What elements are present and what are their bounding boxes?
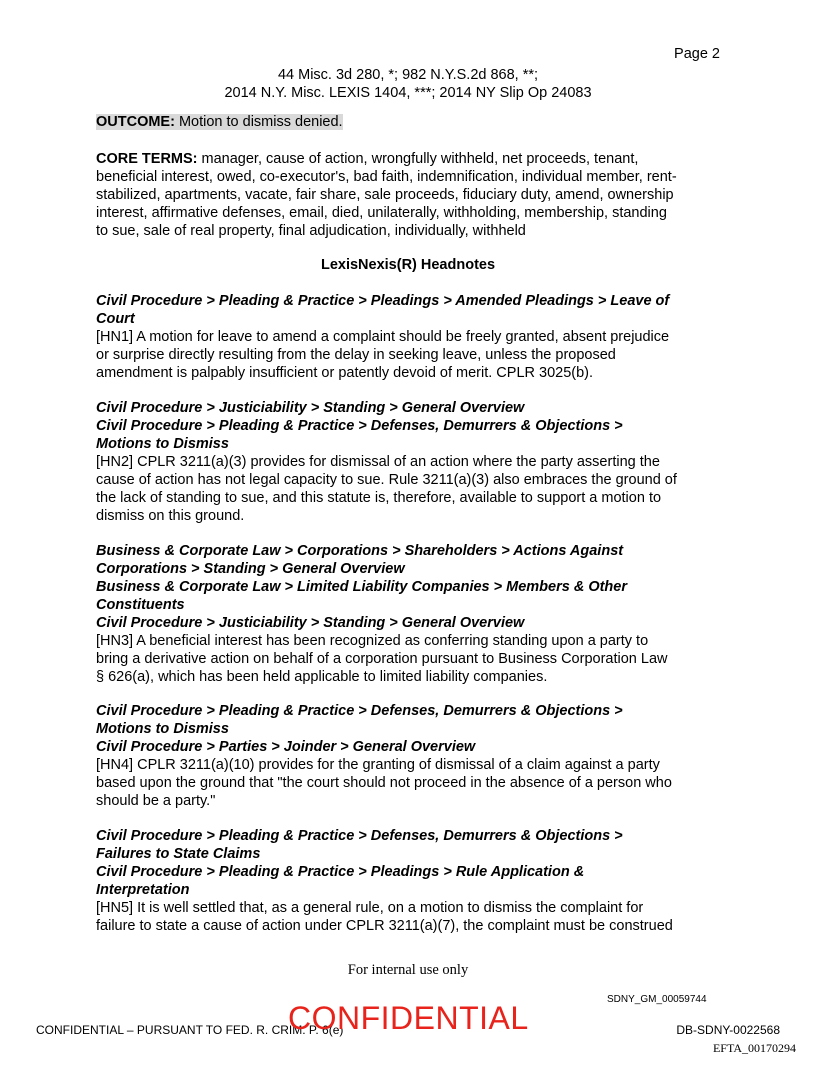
headnote-topic: Court <box>96 311 135 327</box>
headnote-topic: Motions to Dismiss <box>96 721 229 737</box>
headnote-text: bring a derivative action on behalf of a corporation pursuant to Business Corporation Law <box>96 651 668 667</box>
core-terms-line: interest, affirmative defenses, email, died, unilaterally, withholding, membership, standing <box>96 205 667 221</box>
headnote-text: [HN5] It is well settled that, as a general rule, on a motion to dismiss the complaint for <box>96 900 644 916</box>
headnote-topic: Civil Procedure > Pleading & Practice > Defenses, Demurrers & Objections > <box>96 703 623 719</box>
headnote-topic: Civil Procedure > Pleading & Practice > Defenses, Demurrers & Objections > <box>96 418 623 434</box>
headnote-text: dismiss on this ground. <box>96 508 245 524</box>
bates-efta: EFTA_00170294 <box>712 1041 796 1055</box>
headnote-3 <box>96 542 726 686</box>
headnote-2 <box>96 399 726 525</box>
headnote-5 <box>96 827 726 935</box>
headnote-text: should be a party." <box>96 793 216 809</box>
page-number: Page 2 <box>674 46 720 62</box>
headnote-text: [HN1] A motion for leave to amend a complaint should be freely granted, absent prejudice <box>96 329 670 345</box>
core-terms-line: manager, cause of action, wrongfully withheld, net proceeds, tenant, <box>197 151 639 167</box>
headnote-text: [HN2] CPLR 3211(a)(3) provides for dismissal of an action where the party asserting the <box>96 454 660 470</box>
bates-sdny-gm: SDNY_GM_00059744 <box>607 994 707 1005</box>
citation-line-2: 2014 N.Y. Misc. LEXIS 1404, ***; 2014 NY Slip Op 24083 <box>224 85 592 101</box>
headnote-topic: Failures to State Claims <box>96 846 261 862</box>
headnote-text: amendment is palpably insufficient or patently devoid of merit. CPLR 3025(b). <box>96 365 594 381</box>
headnote-topic: Business & Corporate Law > Limited Liability Companies > Members & Other <box>96 579 627 595</box>
internal-use-notice: For internal use only <box>347 962 469 978</box>
confidential-notice: CONFIDENTIAL – PURSUANT TO FED. R. CRIM. P. 6(e) <box>36 1023 344 1037</box>
headnote-topic: Civil Procedure > Justiciability > Standing > General Overview <box>96 615 525 631</box>
headnote-topic: Corporations > Standing > General Overview <box>96 561 405 577</box>
headnote-text: based upon the ground that "the court should not proceed in the absence of a person who <box>96 775 672 791</box>
headnote-text: cause of action has not legal capacity to sue. Rule 3211(a)(3) also embraces the ground of <box>96 472 677 488</box>
headnote-text: or surprise directly resulting from the delay in seeking leave, unless the proposed <box>96 347 616 363</box>
headnote-topic: Civil Procedure > Justiciability > Standing > General Overview <box>96 400 525 416</box>
confidential-stamp: CONFIDENTIAL <box>288 1000 529 1036</box>
headnote-text: § 626(a), which has been held applicable to limited liability companies. <box>96 669 548 685</box>
headnotes-title: LexisNexis(R) Headnotes <box>320 257 496 273</box>
core-terms-label: CORE TERMS: <box>96 151 198 167</box>
core-terms <box>96 150 726 240</box>
headnote-4 <box>96 702 726 810</box>
headnote-topic: Civil Procedure > Parties > Joinder > General Overview <box>96 739 476 755</box>
headnote-text: the lack of standing to sue, and this statute is, therefore, available to support a motion to <box>96 490 662 506</box>
headnote-topic: Business & Corporate Law > Corporations > Shareholders > Actions Against <box>96 543 624 559</box>
core-terms-line: stabilized, apartments, vacate, fair share, sale proceeds, fiduciary duty, amend, ownership <box>96 187 674 203</box>
citation-line-1: 44 Misc. 3d 280, *; 982 N.Y.S.2d 868, **; <box>277 67 539 83</box>
outcome-label: OUTCOME: <box>96 114 175 130</box>
outcome <box>96 113 726 131</box>
headnote-topic: Civil Procedure > Pleading & Practice > Pleadings > Rule Application & <box>96 864 585 880</box>
headnote-topic: Interpretation <box>96 882 190 898</box>
headnote-1 <box>96 292 726 382</box>
headnote-topic: Motions to Dismiss <box>96 436 229 452</box>
core-terms-line: to sue, sale of real property, final adjudication, individually, withheld <box>96 223 526 239</box>
headnote-text: failure to state a cause of action under CPLR 3211(a)(7), the complaint must be construed <box>96 918 673 934</box>
headnote-topic: Civil Procedure > Pleading & Practice > Pleadings > Amended Pleadings > Leave of <box>96 293 670 309</box>
bates-db-sdny: DB-SDNY-0022568 <box>676 1023 780 1037</box>
headnote-text: [HN3] A beneficial interest has been recognized as conferring standing upon a party to <box>96 633 649 649</box>
outcome-text: Motion to dismiss denied. <box>174 114 343 130</box>
headnote-topic: Civil Procedure > Pleading & Practice > Defenses, Demurrers & Objections > <box>96 828 623 844</box>
headnote-topic: Constituents <box>96 597 185 613</box>
core-terms-line: beneficial interest, owed, co-executor's, bad faith, indemnification, individual member, rent- <box>96 169 677 185</box>
headnote-text: [HN4] CPLR 3211(a)(10) provides for the granting of dismissal of a claim against a party <box>96 757 660 773</box>
